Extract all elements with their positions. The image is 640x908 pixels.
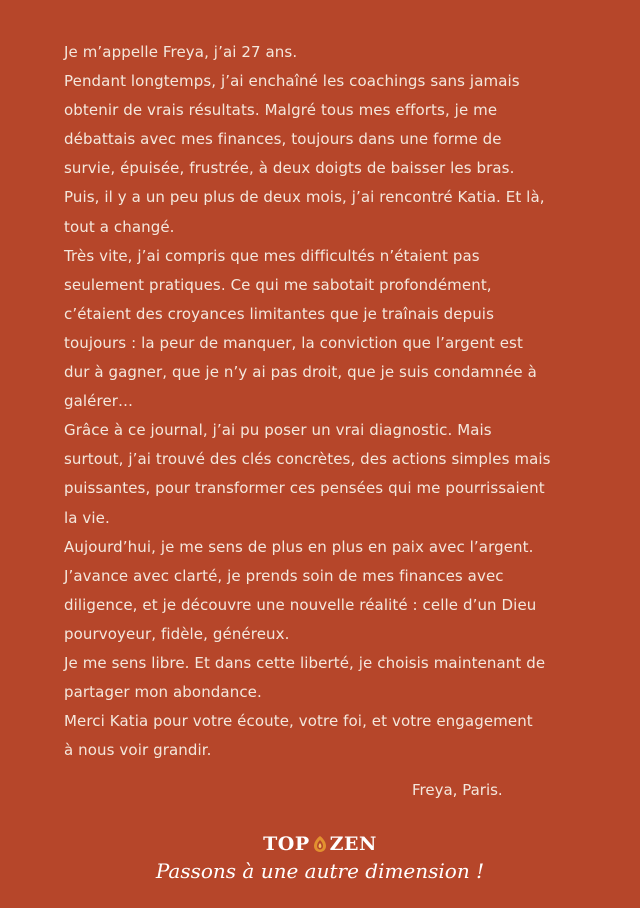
letter-line: seulement pratiques. Ce qui me sabotait profondément,: [64, 275, 492, 294]
letter-line: Puis, il y a un peu plus de deux mois, j’ai rencontré Katia. Et là,: [64, 188, 545, 207]
letter-line: toujours : la peur de manquer, la conviction que l’argent est: [64, 333, 523, 352]
letter-line: Pendant longtemps, j’ai enchaîné les coachings sans jamais: [64, 72, 520, 91]
letter-line: à nous voir grandir.: [64, 741, 212, 760]
letter-line: obtenir de vrais résultats. Malgré tous mes efforts, je me: [64, 101, 498, 120]
letter-line: puissantes, pour transformer ces pensées qui me pourrissaient: [64, 479, 545, 498]
letter-line: Grâce à ce journal, j’ai pu poser un vrai diagnostic. Mais: [64, 421, 492, 440]
brand-tagline: Passons à une autre dimension !: [155, 859, 485, 883]
letter-line: débattais avec mes finances, toujours dans une forme de: [64, 130, 502, 149]
logo-wordmark: [263, 832, 377, 856]
letter-line: Merci Katia pour votre écoute, votre foi, et votre engagement: [64, 712, 533, 731]
logo-text-right: ZEN: [329, 833, 377, 855]
letter-line: dur à gagner, que je n’y ai pas droit, que je suis condamnée à: [64, 363, 537, 382]
letter-line: J’avance avec clarté, je prends soin de mes finances avec: [64, 566, 504, 585]
letter-line: tout a changé.: [64, 217, 175, 236]
signature: Freya, Paris.: [412, 781, 503, 799]
letter-line: partager mon abondance.: [64, 683, 262, 702]
letter-line: diligence, et je découvre une nouvelle réalité : celle d’un Dieu: [64, 595, 537, 614]
testimonial-letter: [64, 38, 564, 765]
letter-line: survie, épuisée, frustrée, à deux doigts de baisser les bras.: [64, 159, 515, 178]
letter-line: Très vite, j’ai compris que mes difficultés n’étaient pas: [64, 246, 480, 265]
letter-line: c’étaient des croyances limitantes que je traînais depuis: [64, 304, 494, 323]
logo-text-left: TOP: [263, 833, 310, 855]
brand-logo: [0, 832, 640, 856]
letter-line: Aujourd’hui, je me sens de plus en plus en paix avec l’argent.: [64, 537, 534, 556]
letter-line: Je m’appelle Freya, j’ai 27 ans.: [64, 43, 298, 61]
letter-line: pourvoyeur, fidèle, généreux.: [64, 624, 290, 643]
letter-line: Je me sens libre. Et dans cette liberté, je choisis maintenant de: [64, 653, 546, 672]
lotus-icon: [311, 835, 329, 853]
letter-line: galérer…: [64, 392, 134, 411]
letter-line: surtout, j’ai trouvé des clés concrètes, des actions simples mais: [64, 450, 551, 469]
letter-line: la vie.: [64, 508, 110, 527]
